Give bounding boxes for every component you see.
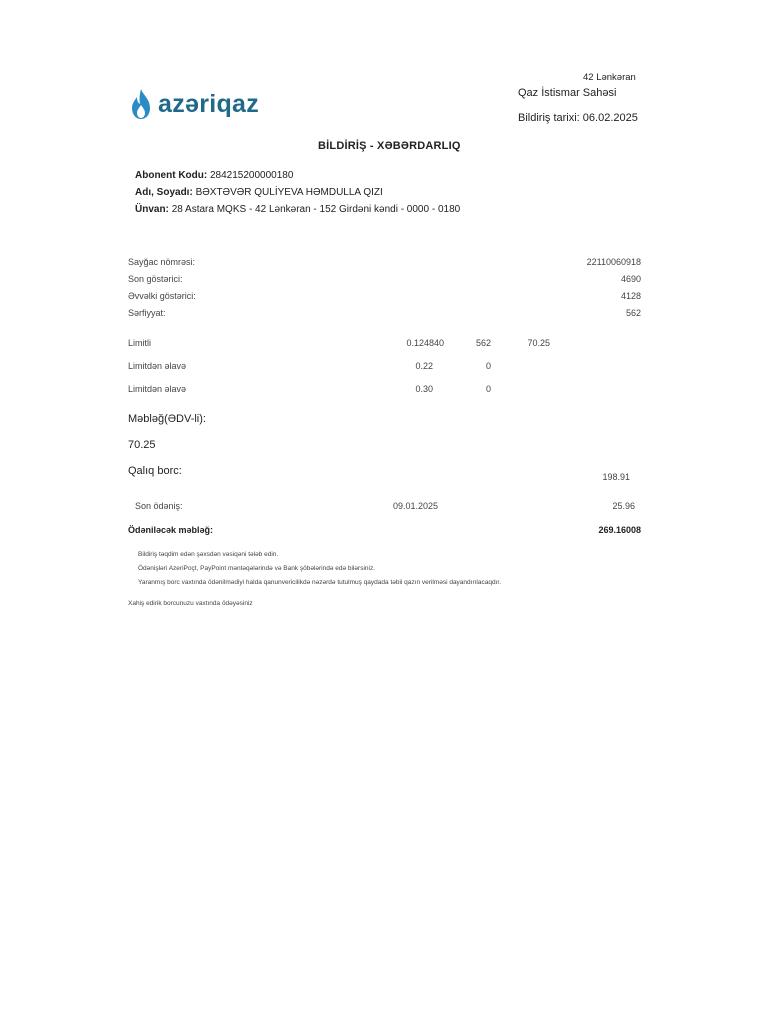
subscriber-address-label: Ünvan: (135, 204, 169, 215)
meter-number-label: Sayğac nömrəsi: (128, 257, 196, 267)
note-item: Yaranmış borc vaxtında ödənilmədiyi halda qanunvericilikdə nəzərdə tutulmuş qaydada təbii qazın verilməsi dayandırılacaqdır. (138, 579, 502, 586)
tariff-row-rate: 0.124840 (406, 338, 444, 348)
notice-date (518, 112, 638, 124)
consumption-value: 562 (625, 308, 641, 318)
tariff-row-rate: 0.22 (415, 361, 433, 371)
footer-text: Xahiş edirik borcunuzu vaxtında ödəyəsiniz (128, 600, 253, 607)
subscriber-code (135, 170, 293, 181)
page-title: BİLDİRİŞ - XƏBƏRDARLIQ (318, 140, 461, 152)
payable-value: 269.16008 (598, 525, 641, 535)
tariff-row-label: Limitdən əlavə (128, 384, 187, 394)
logo-text: azəriqaz (158, 89, 260, 118)
tariff-row-qty: 0 (485, 384, 491, 394)
region-text: 42 Lənkəran (583, 72, 636, 83)
tariff-row-qty: 0 (485, 361, 491, 371)
notice-date-label: Bildiriş tarixi: (518, 112, 580, 124)
last-reading-label: Son göstərici: (128, 274, 183, 284)
subscriber-name-value: BƏXTƏVƏR QULİYEVA HƏMDULLA QIZI (195, 187, 383, 198)
note-item: Ödənişləri AzeriPoçt, PayPoint məntəqələrində və Bank şöbələrində edə bilərsiniz. (138, 565, 376, 572)
note-item: Bildiriş təqdim edən şəxsdən vəsiqəni tələb edin. (138, 551, 279, 558)
payable-label: Ödəniləcək məbləğ: (128, 525, 214, 535)
notice-date-value: 06.02.2025 (582, 112, 638, 124)
subscriber-address (135, 204, 460, 215)
last-payment-date: 09.01.2025 (393, 501, 439, 511)
meter-number-value: 22110060918 (586, 257, 641, 267)
subscriber-address-value: 28 Astara MQKS - 42 Lənkəran - 152 Girdəni kəndi - 0000 - 0180 (171, 204, 461, 215)
department-text: Qaz İstismar Sahəsi (518, 87, 617, 99)
subscriber-name (135, 187, 383, 198)
amount-vat-value: 70.25 (128, 439, 156, 451)
tariff-row-label: Limitdən əlavə (128, 361, 187, 371)
tariff-row-rate: 0.30 (415, 384, 433, 394)
last-payment-label: Son ödəniş: (135, 501, 183, 511)
tariff-row-label: Limitli (128, 338, 152, 348)
company-logo (128, 88, 259, 120)
tariff-row-amount: 70.25 (527, 338, 550, 348)
amount-vat-label: Məbləğ(ƏDV-li): (128, 413, 206, 425)
previous-reading-label: Əvvəlki göstərici: (128, 291, 196, 301)
consumption-label: Sərfiyyat: (128, 308, 166, 318)
previous-reading-value: 4128 (620, 291, 641, 301)
flame-icon (128, 88, 154, 120)
last-reading-value: 4690 (620, 274, 641, 284)
subscriber-code-value: 284215200000180 (209, 170, 294, 181)
subscriber-code-label: Abonent Kodu: (135, 170, 208, 181)
tariff-row-qty: 562 (475, 338, 491, 348)
last-payment-value: 25.96 (612, 501, 635, 511)
residual-debt-value: 198.91 (602, 472, 630, 482)
subscriber-name-label: Adı, Soyadı: (135, 187, 193, 198)
residual-debt-label: Qalıq borc: (128, 465, 182, 477)
